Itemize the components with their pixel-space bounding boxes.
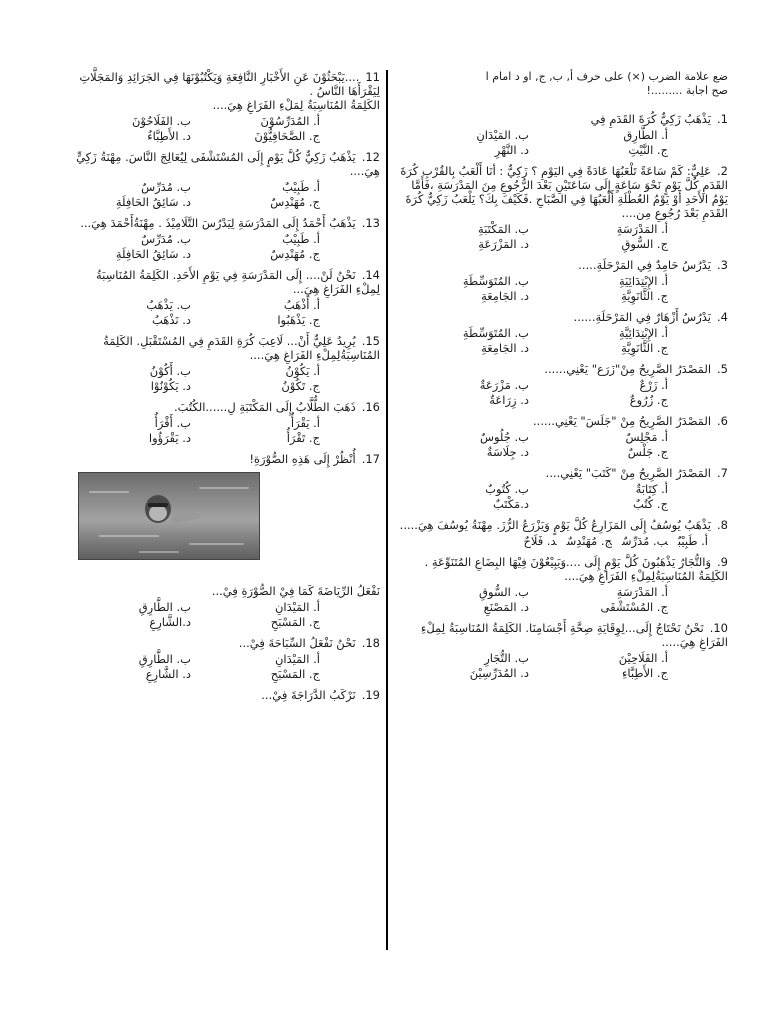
- answer-option[interactable]: ج. مُهَنْدِسٌ: [270, 195, 320, 209]
- water-ripple: [199, 487, 249, 489]
- left-question-6: [70, 400, 380, 446]
- left-question-4: [70, 268, 380, 328]
- question-number: 17.: [361, 452, 380, 466]
- answer-options: [398, 378, 728, 408]
- question-stem: [70, 400, 380, 414]
- question-text: نَرْكَبُ الدَّرَاجَةَ فِيْ...: [261, 688, 356, 702]
- answer-option[interactable]: ج. مُهَنْدِسٌ: [270, 247, 320, 261]
- water-ripple: [89, 491, 129, 493]
- answer-option[interactable]: ج. تَكُوْنُ: [281, 379, 320, 393]
- answer-options: [398, 482, 728, 512]
- left-column: [70, 70, 380, 708]
- question-text: ذَهَبَ الطُّلَّابُ إِلَى المَكْتَبَةِ لِ......الكُتُبَ.: [173, 400, 356, 414]
- question-stem: [398, 112, 728, 126]
- question-stem: [398, 518, 728, 532]
- answer-option[interactable]: ب. يَذْهَبُ: [146, 298, 191, 312]
- question-text: عَلِيٌّ: كَمْ سَاعَةً تَلْعَبُهَا عَادَةً فِي اليَوْمِ ؟ زَكِيٌّ : أنَا أَلْعَبُ بِالقُرْبِ كُرَةَ القَدَمِ كُلَّ يَوْمٍ نَحْوَ سَاعَةٍ إِلَى سَاعَتَيْنِ بَعْدَ الرُّجُوعِ مِنَ المَدْرَسَةِ ،فَأَمَّا يَوْمُ الأَحَدِ أَوْ يَوْمُ العُطْلَةِ أَلْعَبُهَا فِي الصَّبَاحِ .فَكَيْفَ بِكَ؟ يَلْعَبُ زَكِيٌّ كُرَةَ القَدَمِ بَعْدَ رُجُوعِ مِن....: [400, 164, 728, 220]
- question-stem: [398, 258, 728, 272]
- answer-option[interactable]: ب. أَكُوْنُ: [149, 364, 191, 378]
- answer-options: [398, 585, 728, 615]
- instructions: [398, 70, 728, 98]
- answer-options: [398, 534, 728, 549]
- left-question-7: [70, 452, 380, 630]
- question-stem: [70, 334, 380, 362]
- answer-option[interactable]: ج. المُسْتَشْفَى: [600, 600, 668, 614]
- right-question-6: [398, 414, 728, 460]
- question-number: 5.: [717, 362, 728, 376]
- answer-option[interactable]: ب. السُّوقِ: [479, 585, 529, 599]
- answer-option[interactable]: د. الجَامِعَةِ: [481, 341, 529, 355]
- answer-option[interactable]: أ. مَجْلِسٌ: [625, 430, 668, 444]
- question-number: 1.: [717, 112, 728, 126]
- answer-option[interactable]: د. فَلَاحٌ: [523, 534, 557, 548]
- right-question-5: [398, 362, 728, 408]
- right-question-7: [398, 466, 728, 512]
- question-stem: [398, 414, 728, 428]
- answer-option[interactable]: ج. الصَّحَافِيُّوْنَ: [254, 129, 320, 143]
- question-number: 13.: [361, 216, 380, 230]
- right-column: [398, 70, 728, 687]
- question-text: يُرِيدُ عَلِيٌّ أَنْ... لَاعِبَ كُرَةِ القَدَمِ فِي المُسْتَقْبَلِ. الكَلِمَةُ المُنَاسِبَةُلِمِلْءِ الفَرَاغِ هِيَ....: [103, 334, 380, 362]
- question-number: 6.: [717, 414, 728, 428]
- question-text: وَالتُّجَارُ يَذْهَبُونَ كُلَّ يَوْمٍ إِلَى ....وَيَبِيْعُوْنَ فِيْهَا البِضَاعِ المُتَنَوِّعَةِ . الكَلِمَةُ المُنَاسِبَةُلِمِلْءِ الفَرَاغِ هِيَ....: [424, 555, 728, 583]
- answer-options: [398, 274, 728, 304]
- question-text: نَحْنُ نَحْتَاجُ إِلَى...لِوِقَايَةِ صِحَّةِ أَجْسَامِنَا. الكَلِمَةُ المُنَاسِبَةُ لِمِلْءِ الفَرَاغِ هِيَ.....: [420, 621, 728, 649]
- answer-option[interactable]: ج. المَسْبَحِ: [270, 667, 320, 681]
- answer-option[interactable]: أ. الإِبْتِدَائِيَّةِ: [619, 326, 668, 340]
- question-text: يَدْرُسُ أَزْهَارٌ فِي المَرْحَلَةِ......: [573, 310, 712, 324]
- answer-option[interactable]: د. نَذْهَبُ: [151, 313, 191, 327]
- answer-option[interactable]: ج. الثَّانَوِيَّةِ: [621, 341, 668, 355]
- answer-option[interactable]: د. يَكُوْنُوْا: [150, 379, 191, 393]
- column-divider: [386, 70, 388, 950]
- answer-options: [70, 652, 380, 682]
- swimmer-arm: [171, 510, 202, 523]
- answer-option[interactable]: أ. كِتَابَةٌ: [635, 482, 668, 496]
- left-question-9: [70, 688, 380, 702]
- question-text: أُنْظُرْ إِلَى هَذِهِ الصُّوْرَةِ!: [249, 452, 356, 466]
- answer-options: [398, 430, 728, 460]
- left-question-list: [70, 70, 380, 702]
- answer-option[interactable]: ب. أَقْرَأُ: [154, 416, 191, 430]
- answer-option[interactable]: أ. يَكُوْنُ: [285, 364, 320, 378]
- question-number: 2.: [717, 164, 728, 178]
- question-text: يَذْهَبُ أَحْمَدُ إِلَى المَدْرَسَةِ لِيَدْرُسَ التَّلَامِيْذَ . مِهْنَةُأَحْمَدَ هِيَ...: [80, 216, 356, 230]
- question-number: 15.: [361, 334, 380, 348]
- right-question-10: [398, 621, 728, 681]
- question-text: نَحْنُ نَفْعَلُ السِّبَاحَةَ فِيْ...: [238, 636, 356, 650]
- left-question-3: [70, 216, 380, 262]
- answer-option[interactable]: د. سَائِقُ الحَافِلَةِ: [115, 195, 191, 209]
- answer-option[interactable]: ب. جُلُوسٌ: [479, 430, 529, 444]
- answer-option[interactable]: د. سَائِقُ الحَافِلَةِ: [115, 247, 191, 261]
- question-stem: [70, 452, 380, 466]
- answer-option[interactable]: ج. السُّوقِ: [621, 237, 668, 251]
- answer-options: [70, 232, 380, 262]
- answer-option[interactable]: د. المَصْنَعِ: [483, 600, 529, 614]
- answer-options: [70, 416, 380, 446]
- question-number: 10.: [709, 621, 728, 635]
- answer-options: [70, 364, 380, 394]
- answer-option[interactable]: أ. طَبِيْبٌ: [677, 534, 708, 548]
- question-stem: [398, 621, 728, 649]
- question-text: المَصْدَرُ الصَّرِيحُ مِنْ "كَتَبَ" يَعْنِي....: [545, 466, 712, 480]
- answer-option[interactable]: ب. كُتُوبٌ: [485, 482, 529, 496]
- swimmer-goggles: [148, 503, 168, 507]
- answer-option[interactable]: د. النَّهْرِ: [494, 143, 529, 157]
- answer-option[interactable]: أ. المَدْرَسَةِ: [616, 222, 668, 236]
- question-number: 14.: [361, 268, 380, 282]
- right-question-1: [398, 112, 728, 158]
- answer-option[interactable]: ب. الفَلَاحُوْنَ: [131, 114, 191, 128]
- right-question-list: [398, 112, 728, 681]
- answer-options: [70, 298, 380, 328]
- water-ripple: [99, 535, 159, 537]
- answer-options: [70, 600, 380, 630]
- answer-option[interactable]: ج. مُهَنْدِسٌ: [566, 534, 612, 548]
- answer-option[interactable]: د. زِرَاعَةٌ: [489, 393, 529, 407]
- question-number: 12.: [361, 150, 380, 164]
- answer-option[interactable]: ب. مُدَرِّسٌ: [141, 180, 191, 194]
- answer-option[interactable]: ب. مُدَرِّسٌ: [621, 534, 668, 548]
- instructions-line-2: صح اجابة .........!: [646, 84, 728, 97]
- right-question-9: [398, 555, 728, 615]
- answer-option[interactable]: ج. تَقْرَأُ: [286, 431, 320, 445]
- swimming-photo: [78, 472, 260, 560]
- question-stem: [70, 216, 380, 230]
- answer-option[interactable]: أ. يَقْرَأُ: [290, 416, 320, 430]
- answer-option[interactable]: أ. زَرْعٌ: [639, 378, 668, 392]
- answer-options: [398, 326, 728, 356]
- answer-option[interactable]: د. الشَّارِعِ: [145, 667, 191, 681]
- question-subtext: الكَلِمَةُ المُنَاسِبَةُ لِمَلْءِ الفَرَاغِ هِيَ....: [212, 98, 380, 112]
- right-question-4: [398, 310, 728, 356]
- right-question-2: [398, 164, 728, 252]
- answer-options: [398, 222, 728, 252]
- answer-option[interactable]: ب. مَزْرَعَةٌ: [479, 378, 529, 392]
- answer-option[interactable]: ج. الأَطِبَّاءِ: [621, 666, 668, 680]
- question-stem: [70, 688, 380, 702]
- water-ripple: [189, 543, 244, 545]
- answer-option[interactable]: د. الجَامِعَةِ: [481, 289, 529, 303]
- swimmer-face: [149, 505, 167, 521]
- question-text: يَذْهَبُ زَكِيٌّ كُلَّ يَوْمٍ إِلَى المُسْتَشْفَى لِيُعَالِجَ النَّاسَ. مِهْنَةُ زَكِيٍّ هِيَ....: [76, 150, 380, 178]
- answer-option[interactable]: أ. الفَلَاحِيْنَ: [618, 651, 668, 665]
- answer-option[interactable]: ج. الثَّانَوِيَّةِ: [621, 289, 668, 303]
- question-stem: [398, 466, 728, 480]
- answer-options: [70, 114, 380, 144]
- question-number: 9.: [717, 555, 728, 569]
- answer-option[interactable]: ب. المَكْتَبَةِ: [478, 222, 529, 236]
- answer-option[interactable]: ج. المَسْبَحِ: [270, 615, 320, 629]
- answer-option[interactable]: د. يَقْرَؤُوا: [148, 431, 191, 445]
- answer-option[interactable]: ب. المَيْدَانِ: [476, 128, 529, 142]
- answer-option[interactable]: أ. المُدَرِّسُوْنَ: [260, 114, 320, 128]
- question-stem: [398, 310, 728, 324]
- answer-option[interactable]: د. المُدَرِّسِيْنَ: [469, 666, 529, 680]
- answer-option[interactable]: د.الشَّارِعِ: [149, 615, 191, 629]
- answer-option[interactable]: أ. أَذْهَبُ: [283, 298, 320, 312]
- answer-option[interactable]: د.مَكْتَبٌ: [492, 497, 529, 511]
- right-question-3: [398, 258, 728, 304]
- answer-option[interactable]: ج. زُرُوعٌ: [629, 393, 668, 407]
- answer-option[interactable]: ب. الطَّارِقِ: [138, 600, 191, 614]
- question-text: نَحْنُ لَنْ.... إِلَى المَدْرَسَةِ فِي يَوْمِ الأَحَدِ. الكَلِمَةُ المُنَاسِبَةُ لِمِلْءِ الفَرَاغِ هِيَ...: [96, 268, 380, 296]
- question-stem: [70, 268, 380, 296]
- answer-options: [398, 128, 728, 158]
- left-question-5: [70, 334, 380, 394]
- answer-option[interactable]: ب. التُّجَارِ: [484, 651, 529, 665]
- answer-option[interactable]: ب. مُدَرِّسٌ: [141, 232, 191, 246]
- left-question-2: [70, 150, 380, 210]
- answer-option[interactable]: د. جِلَاسَةٌ: [486, 445, 529, 459]
- answer-options: [398, 651, 728, 681]
- question-text: يَدْرُسُ حَامِدٌ فِي المَرْحَلَةِ.....: [578, 258, 712, 272]
- instructions-line-1: ضع علامة الضرب (×) على حرف أ, ب, ج, او د امام ا: [485, 70, 728, 83]
- answer-option[interactable]: أ. طَبِيْبٌ: [282, 180, 320, 194]
- answer-option[interactable]: ب. المُتَوَسِّطَةِ: [462, 326, 529, 340]
- question-number: 19.: [361, 688, 380, 702]
- answer-option[interactable]: ج. كُتُبٌ: [633, 497, 668, 511]
- question-stem: [398, 164, 728, 220]
- right-question-8: [398, 518, 728, 549]
- question-number: 18.: [361, 636, 380, 650]
- answer-options: [70, 180, 380, 210]
- answer-option[interactable]: ب. المُتَوَسِّطَةِ: [462, 274, 529, 288]
- question-text: المَصْدَرُ الصَّرِيحُ مِنْ "جَلَسَ" يَعْنِي......: [533, 414, 712, 428]
- answer-option[interactable]: ج. جَلْسٌ: [627, 445, 668, 459]
- question-stem: [70, 150, 380, 178]
- water-ripple: [139, 551, 179, 553]
- answer-option[interactable]: أ. المَيْدَانِ: [274, 652, 320, 666]
- question-number: 11: [365, 70, 380, 84]
- question-stem: [70, 636, 380, 650]
- question-text: يَذْهَبُ زَكِيٌّ كُرَةَ القَدَمِ فِي: [590, 112, 712, 126]
- question-number: 7.: [717, 466, 728, 480]
- question-number: 16.: [361, 400, 380, 414]
- question-subtext: نَفْعَلُ الرِّيَاضَةَ كَمَا فِيْ الصُّوْرَةِ فِيْ...: [211, 584, 380, 598]
- answer-option[interactable]: د. الأَطِبَّاءُ: [147, 129, 191, 143]
- answer-option[interactable]: أ. طَبِيْبٌ: [282, 232, 320, 246]
- answer-option[interactable]: أ. الإِبْتِدَائِيَةِ: [619, 274, 668, 288]
- answer-option[interactable]: أ. المَيْدَانِ: [274, 600, 320, 614]
- left-question-1: [70, 70, 380, 144]
- question-text: ....يَبْحَثُوْنَ عَنِ الأَخْبَارِ النَّافِعَةِ وَيَكْتُبُوْنَهَا فِي الجَرَائِدِ وَالمَجَلَّاتِ لِيَقْرَأَهَا النَّاسُ .: [79, 70, 380, 98]
- question-number: 3.: [717, 258, 728, 272]
- question-number: 8.: [717, 518, 728, 532]
- answer-option[interactable]: ج. يَذْهَبُوا: [277, 313, 320, 327]
- left-question-8: [70, 636, 380, 682]
- answer-option[interactable]: ب. الطَّارِقِ: [138, 652, 191, 666]
- answer-option[interactable]: أ. المَدْرَسَةِ: [616, 585, 668, 599]
- answer-option[interactable]: د. المَزْرَعَةِ: [478, 237, 529, 251]
- question-stem: [398, 362, 728, 376]
- question-stem: [398, 555, 728, 583]
- question-text: المَصْدَرُ الصَّرِيحُ مِنْ"زَرَع" يَعْنِي......: [544, 362, 712, 376]
- question-stem: [70, 70, 380, 98]
- question-number: 4.: [717, 310, 728, 324]
- question-text: يَذْهَبُ يُوسُفُ إِلَى المَزَارِعُ كُلَّ يَوْمٍ وَيَزْرَعُ الرُّزَ. مِهْنَةُ يُوسُفَ هِيَ.....: [399, 518, 712, 532]
- answer-option[interactable]: ج. النَّيْتِ: [628, 143, 668, 157]
- answer-option[interactable]: أ. الطَّارِق: [623, 128, 668, 142]
